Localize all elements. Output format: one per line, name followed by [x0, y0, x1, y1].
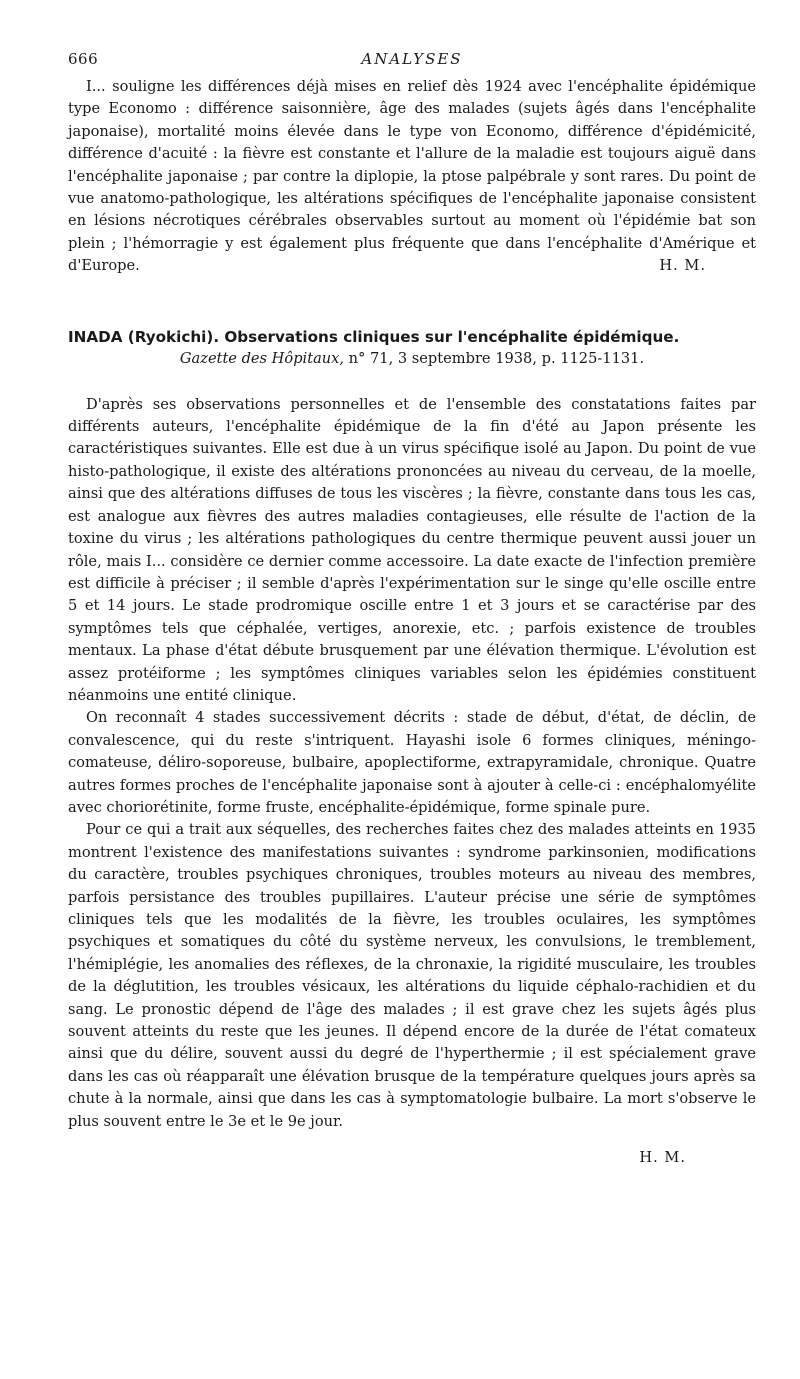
entry-heading — [68, 326, 756, 348]
page-number: 666 — [68, 50, 99, 68]
entry-journal: Gazette des Hôpitaux, — [179, 349, 345, 367]
entry-author: INADA (Ryokichi). — [68, 327, 220, 346]
entry-title: Observations cliniques sur l'encéphalite épidémique. — [224, 327, 680, 346]
journal-page — [68, 50, 756, 1169]
running-head — [68, 50, 756, 76]
entry-citation-details: n° 71, 3 septembre 1938, p. 1125-1131. — [344, 349, 645, 367]
entry-paragraph: Pour ce qui a trait aux séquelles, des recherches faites chez des malades atteints en 1935 montrent l'existence des manifestations suivantes : syndrome parkinsonien, modifications du caractère, troubles psychiques chroniques, troubles moteurs au niveau des membres, parfois persistance des troubles pupillaires. L'auteur précise une série de symptômes cliniques tels que les modalités de la fièvre, les troubles oculaires, les symptômes psychiques et somatiques du côté du système nerveux, les convulsions, le tremblement, l'hémiplégie, les anomalies des réflexes, de la chronaxie, la rigidité musculaire, les troubles de la déglutition, les troubles vésicaux, les altérations du liquide céphalo-rachidien et du sang. Le pronostic dépend de l'âge des malades ; il est grave chez les sujets âgés plus souvent atteints du reste que les jeunes. Il dépend encore de la durée de l'état comateux ainsi que du délire, souvent aussi du degré de l'hyperthermie ; il est spécialement grave dans les cas où réapparaît une élévation brusque de la température quelques jours après sa chute à la normale, ainsi que dans les cas à symptomatologie bulbaire. La mort s'observe le plus souvent entre le 3e et le 9e jour. — [68, 821, 756, 1130]
previous-review-signature: H. M. — [659, 257, 706, 275]
entry-paragraph: On reconnaît 4 stades successivement décrits : stade de début, d'état, de déclin, de convalescence, qui du reste s'intriquent. Hayashi isole 6 formes cliniques, méningo-comateuse, déliro-soporeuse, bulbaire, apoplectiforme, extrapyramidale, chronique. Quatre autres formes proches de l'encéphalite japonaise sont à ajouter à celle-ci : encéphalomyélite avec choriorétinite, forme fruste, encéphalite-épidémique, forme spinale pure. — [68, 709, 756, 816]
previous-review-paragraph: I... souligne les différences déjà mises en relief dès 1924 avec l'encéphalite épidémique type Economo : différence saisonnière, âge des malades (sujets âgés dans l'encéphalite japonaise), mortalité moins élevée dans le type von Economo, différence d'épidémicité, différence d'acuité : la fièvre est constante et l'allure de la maladie est toujours aiguë dans l'encéphalite japonaise ; par contre la diplopie, la ptose palpébrale y sont rares. Du point de vue anatomo-pathologique, les altérations spécifiques de l'encéphalite japonaise consistent en lésions nécrotiques cérébrales observables surtout au moment où l'épidémie bat son plein ; l'hémorragie y est également plus fréquente que dans l'encéphalite d'Amérique et d'Europe. — [68, 78, 756, 275]
running-title: ANALYSES — [361, 50, 463, 68]
entry-signature: H. M. — [639, 1149, 686, 1167]
entry-citation — [68, 348, 756, 370]
entry-paragraph: D'après ses observations personnelles et de l'ensemble des constatations faites par différents auteurs, l'encéphalite épidémique de la fin d'été au Japon présente les caractéristiques suivantes. Elle est due à un virus spécifique isolé au Japon. Du point de vue histo-pathologique, il existe des altérations prononcées au niveau du cerveau, de la moelle, ainsi que des altérations diffuses de tous les viscères ; la fièvre, constante dans tous les cas, est analogue aux fièvres des autres maladies contagieuses, elle résulte de l'action de la toxine du virus ; les altérations pathologiques du centre thermique peuvent aussi jouer un rôle, mais I... considère ce dernier comme accessoire. La date exacte de l'infection première est difficile à préciser ; il semble d'après l'expérimentation sur le singe qu'elle oscille entre 5 et 14 jours. Le stade prodromique oscille entre 1 et 3 jours et se caractérise par des symptômes tels que céphalée, vertiges, anorexie, etc. ; parfois existence de troubles mentaux. La phase d'état débute brusquement par une élévation thermique. L'évolution est assez protéiforme ; les symptômes cliniques variables selon les épidémies constituent néanmoins une entité clinique. — [68, 395, 756, 704]
